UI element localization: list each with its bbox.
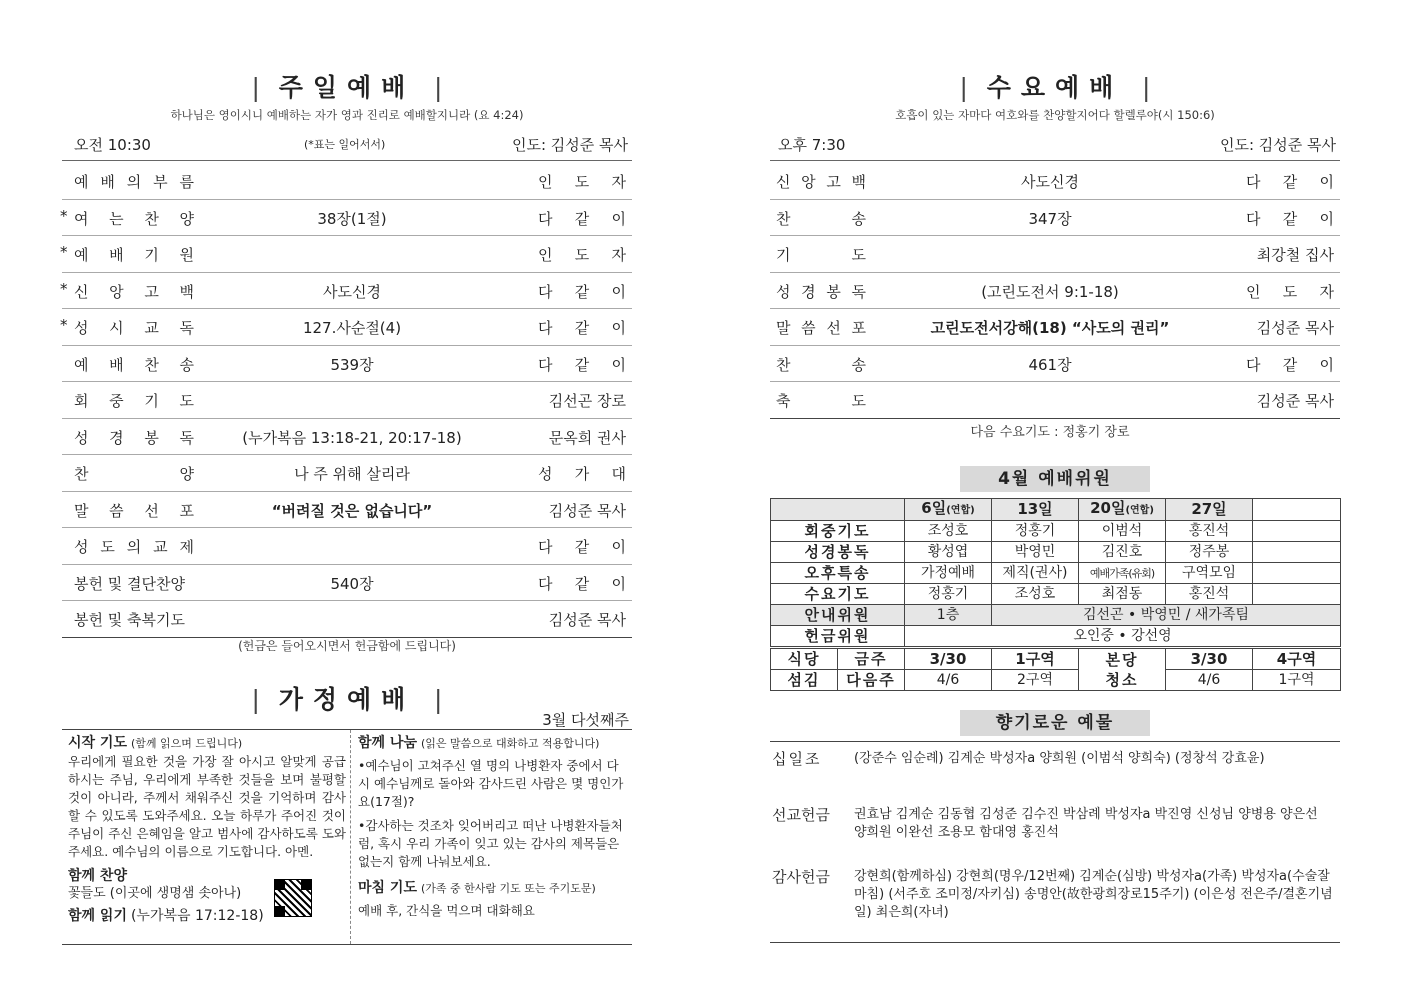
order-item-content: 고린도전서강해(18) “사도의 권리” xyxy=(930,319,1170,337)
duty-date-3: 20일(연합) xyxy=(1079,499,1166,521)
family-left-column xyxy=(68,734,346,925)
gifts-bottom-rule xyxy=(770,942,1340,943)
order-item-leader: 다 같 이 xyxy=(538,209,626,228)
sunday-time: 오전 10:30 xyxy=(74,136,151,154)
order-item-content: (고린도전서 9:1-18) xyxy=(981,282,1119,301)
sunday-leader: 인도: 김성준 목사 xyxy=(511,136,628,154)
order-item-name: 봉헌 및 축복기도 xyxy=(74,611,185,629)
order-item-leader: 다 같 이 xyxy=(538,538,626,556)
sunday-order-row xyxy=(62,454,632,491)
sunday-header xyxy=(62,130,632,161)
close-prayer-sub: (가족 중 한사람 기도 또는 주기도문) xyxy=(420,882,596,895)
order-item-name: 신 앙 고 백 xyxy=(74,282,194,301)
order-item-content: 347장 xyxy=(1028,209,1072,228)
sunday-order-row xyxy=(62,163,632,199)
duty-row-wednesday-prayer: 수요기도 정홍기 조성호 최점동 홍진석 xyxy=(771,584,1341,605)
wednesday-order-row xyxy=(770,199,1340,236)
order-item-leader: 김성준 목사 xyxy=(548,611,626,629)
start-prayer-title: 시작 기도 xyxy=(68,735,127,751)
sunday-order-row xyxy=(62,418,632,455)
order-item-leader: 다 같 이 xyxy=(1246,355,1334,374)
order-item-name: 말 씀 선 포 xyxy=(74,501,194,520)
order-item-leader: 김성준 목사 xyxy=(548,501,626,520)
order-item-name: 예 배 찬 송 xyxy=(74,355,194,374)
order-item-leader: 김성준 목사 xyxy=(1256,319,1334,337)
read-title: 함께 읽기 xyxy=(68,908,127,924)
wednesday-order-row xyxy=(770,272,1340,309)
duty-row-reading: 성경봉독 황성엽 박영민 김진호 정주봉 xyxy=(771,542,1341,563)
order-item-name: 성 시 교 독 xyxy=(74,319,194,337)
service-table: 식당 금주 3/30 1구역 본당 청소 3/30 4구역 섬김 다음주 4/6 2구역 4/6 1구역 xyxy=(770,648,1341,691)
order-item-content: 사도신경 xyxy=(323,282,381,301)
gifts-title: 향기로운 예물 xyxy=(960,710,1150,736)
duty-table xyxy=(770,498,1341,647)
order-item-name: 성 경 봉 독 xyxy=(74,428,194,447)
order-item-leader: 인 도 자 xyxy=(1246,282,1334,301)
duty-date-1: 6일(연합) xyxy=(905,499,992,521)
wednesday-order-row xyxy=(770,381,1340,418)
order-item-content: “버려질 것은 없습니다” xyxy=(271,501,433,520)
wednesday-order-row xyxy=(770,345,1340,382)
wednesday-verse: 호흡이 있는 자마다 여호와를 찬양할지어다 할렐루야(시 150:6) xyxy=(895,108,1215,122)
duty-title: 4월 예배위원 xyxy=(960,466,1150,492)
sunday-order-list xyxy=(62,163,632,638)
wednesday-order-list xyxy=(770,163,1340,419)
sunday-order-row xyxy=(62,600,632,637)
order-item-leader: 최강철 집사 xyxy=(1256,246,1334,264)
sunday-order-row xyxy=(62,272,632,309)
order-item-name: 축 도 xyxy=(776,392,866,410)
order-item-content: 127.사순절(4) xyxy=(302,319,402,337)
family-title: | 가정예배 | xyxy=(251,685,443,714)
stand-marker: * xyxy=(60,206,68,225)
order-item-content: 540장 xyxy=(330,574,374,593)
duty-row-offering: 헌금위원 오인중 • 강선영 xyxy=(771,626,1341,647)
order-item-leader: 인 도 자 xyxy=(538,246,626,264)
sunday-order-row xyxy=(62,527,632,564)
order-item-name: 성 경 봉 독 xyxy=(776,282,866,301)
next-wednesday-prayer: 다음 수요기도 : 정홍기 장로 xyxy=(970,425,1130,440)
sunday-order-row xyxy=(62,564,632,601)
order-item-name: 기 도 xyxy=(776,246,866,264)
order-item-name: 찬 송 xyxy=(776,209,866,228)
read-passage: (누가복음 17:12-18) xyxy=(130,908,264,924)
order-item-name: 말 씀 선 포 xyxy=(776,319,866,337)
duty-row-special-song: 오후특송 가정예배 제직(권사) 예배가족(유회) 구역모임 xyxy=(771,563,1341,584)
column-divider xyxy=(350,730,351,944)
wednesday-title: | 수요예배 | xyxy=(959,73,1151,102)
family-worship-box xyxy=(62,729,632,945)
share-question-1: •예수님이 고쳐주신 열 명의 나병환자 중에서 다시 예수님께로 돌아와 감사드린 사람은 몇 명인가요(17절)? xyxy=(358,758,624,809)
qr-code-icon[interactable] xyxy=(274,879,312,917)
order-item-leader: 다 같 이 xyxy=(538,574,626,593)
order-item-content: (누가복음 13:18-21, 20:17-18) xyxy=(242,428,462,447)
start-prayer-text: 우리에게 필요한 것을 가장 잘 아시고 알맞게 공급하시는 주님, 우리에게 부족한 것들을 보며 불평할 것이 아니라, 주께서 채워주신 것을 기억하며 감사할 수 있도록 도와주세요. 오늘 하루가 주어진 것이 주님이 주신 은혜임을 알고 범사에 감사하도록 도와주세요. 예수님의 이름으로 기도합니다. 아멘. xyxy=(68,754,346,859)
sunday-order-row xyxy=(62,491,632,528)
gifts-top-rule xyxy=(770,741,1340,742)
wednesday-order-row xyxy=(770,163,1340,199)
sunday-order-row xyxy=(62,381,632,418)
duty-date-2: 13일 xyxy=(992,499,1079,521)
share-title: 함께 나눔 xyxy=(358,735,417,751)
wednesday-header xyxy=(770,130,1340,161)
duty-date-4: 27일 xyxy=(1166,499,1253,521)
order-item-name: 예 배 의 부 름 xyxy=(74,173,194,191)
start-prayer-sub: (함께 읽으며 드립니다) xyxy=(130,737,243,750)
wednesday-leader: 인도: 김성준 목사 xyxy=(1219,136,1336,154)
order-item-leader: 다 같 이 xyxy=(1246,209,1334,228)
order-item-name: 예 배 기 원 xyxy=(74,246,194,264)
sunday-title: | 주일예배 | xyxy=(251,73,443,102)
share-question-2: •감사하는 것조차 잊어버리고 떠난 나병환자들처럼, 혹시 우리 가족이 잊고 있는 감사의 제목들은 없는지 함께 나눠보세요. xyxy=(358,818,623,869)
sunday-stand-note: (*표는 일어서서) xyxy=(304,138,386,151)
order-item-leader: 다 같 이 xyxy=(538,319,626,337)
order-item-content: 나 주 위해 살리라 xyxy=(294,465,410,483)
order-item-leader: 김선곤 장로 xyxy=(548,392,626,410)
duty-row-prayer: 회중기도 조성호 정홍기 이범석 홍진석 xyxy=(771,521,1341,542)
family-right-column xyxy=(358,734,630,920)
share-sub: (읽은 말씀으로 대화하고 적용합니다) xyxy=(420,737,600,750)
order-item-name: 신 앙 고 백 xyxy=(776,173,866,191)
song-name: 꽃들도 (이곳에 생명샘 솟아나) xyxy=(68,886,242,901)
order-item-content: 사도신경 xyxy=(1021,173,1079,191)
order-item-name: 성 도 의 교 제 xyxy=(74,538,194,556)
close-prayer-title: 마침 기도 xyxy=(358,880,417,896)
order-item-name: 회 중 기 도 xyxy=(74,392,194,410)
order-item-name: 찬 양 xyxy=(74,465,194,483)
order-item-leader: 다 같 이 xyxy=(1246,173,1334,191)
sunday-verse: 하나님은 영이시니 예배하는 자가 영과 진리로 예배할지니라 (요 4:24) xyxy=(170,108,524,122)
stand-marker: * xyxy=(60,279,68,298)
order-item-content: 38장(1절) xyxy=(317,209,387,228)
sunday-order-row xyxy=(62,235,632,272)
order-item-leader: 인 도 자 xyxy=(538,173,626,191)
order-item-leader: 다 같 이 xyxy=(538,282,626,301)
stand-marker: * xyxy=(60,316,68,334)
close-prayer-text: 예배 후, 간식을 먹으며 대화해요 xyxy=(358,903,535,918)
family-week: 3월 다섯째주 xyxy=(542,711,629,729)
stand-marker: * xyxy=(60,243,68,261)
wednesday-order-row xyxy=(770,235,1340,272)
order-item-leader: 김성준 목사 xyxy=(1256,392,1334,410)
wednesday-order-row xyxy=(770,308,1340,345)
sunday-order-row xyxy=(62,345,632,382)
duty-row-guide: 안내위원 1층 김선곤 • 박영민 / 새가족팀 xyxy=(771,605,1341,626)
order-item-name: 봉헌 및 결단찬양 xyxy=(74,574,185,593)
order-item-content: 539장 xyxy=(330,355,374,374)
order-item-name: 찬 송 xyxy=(776,355,866,374)
order-item-leader: 성 가 대 xyxy=(538,465,626,483)
order-item-leader: 문옥희 권사 xyxy=(548,428,626,447)
sunday-order-row xyxy=(62,199,632,236)
order-item-leader: 다 같 이 xyxy=(538,355,626,374)
order-item-content: 461장 xyxy=(1028,355,1072,374)
order-item-name: 여 는 찬 양 xyxy=(74,209,194,228)
wednesday-time: 오후 7:30 xyxy=(778,136,846,154)
offering-note: (헌금은 들어오시면서 헌금함에 드립니다) xyxy=(238,639,456,653)
sunday-order-row xyxy=(62,308,632,345)
song-title: 함께 찬양 xyxy=(68,868,127,884)
